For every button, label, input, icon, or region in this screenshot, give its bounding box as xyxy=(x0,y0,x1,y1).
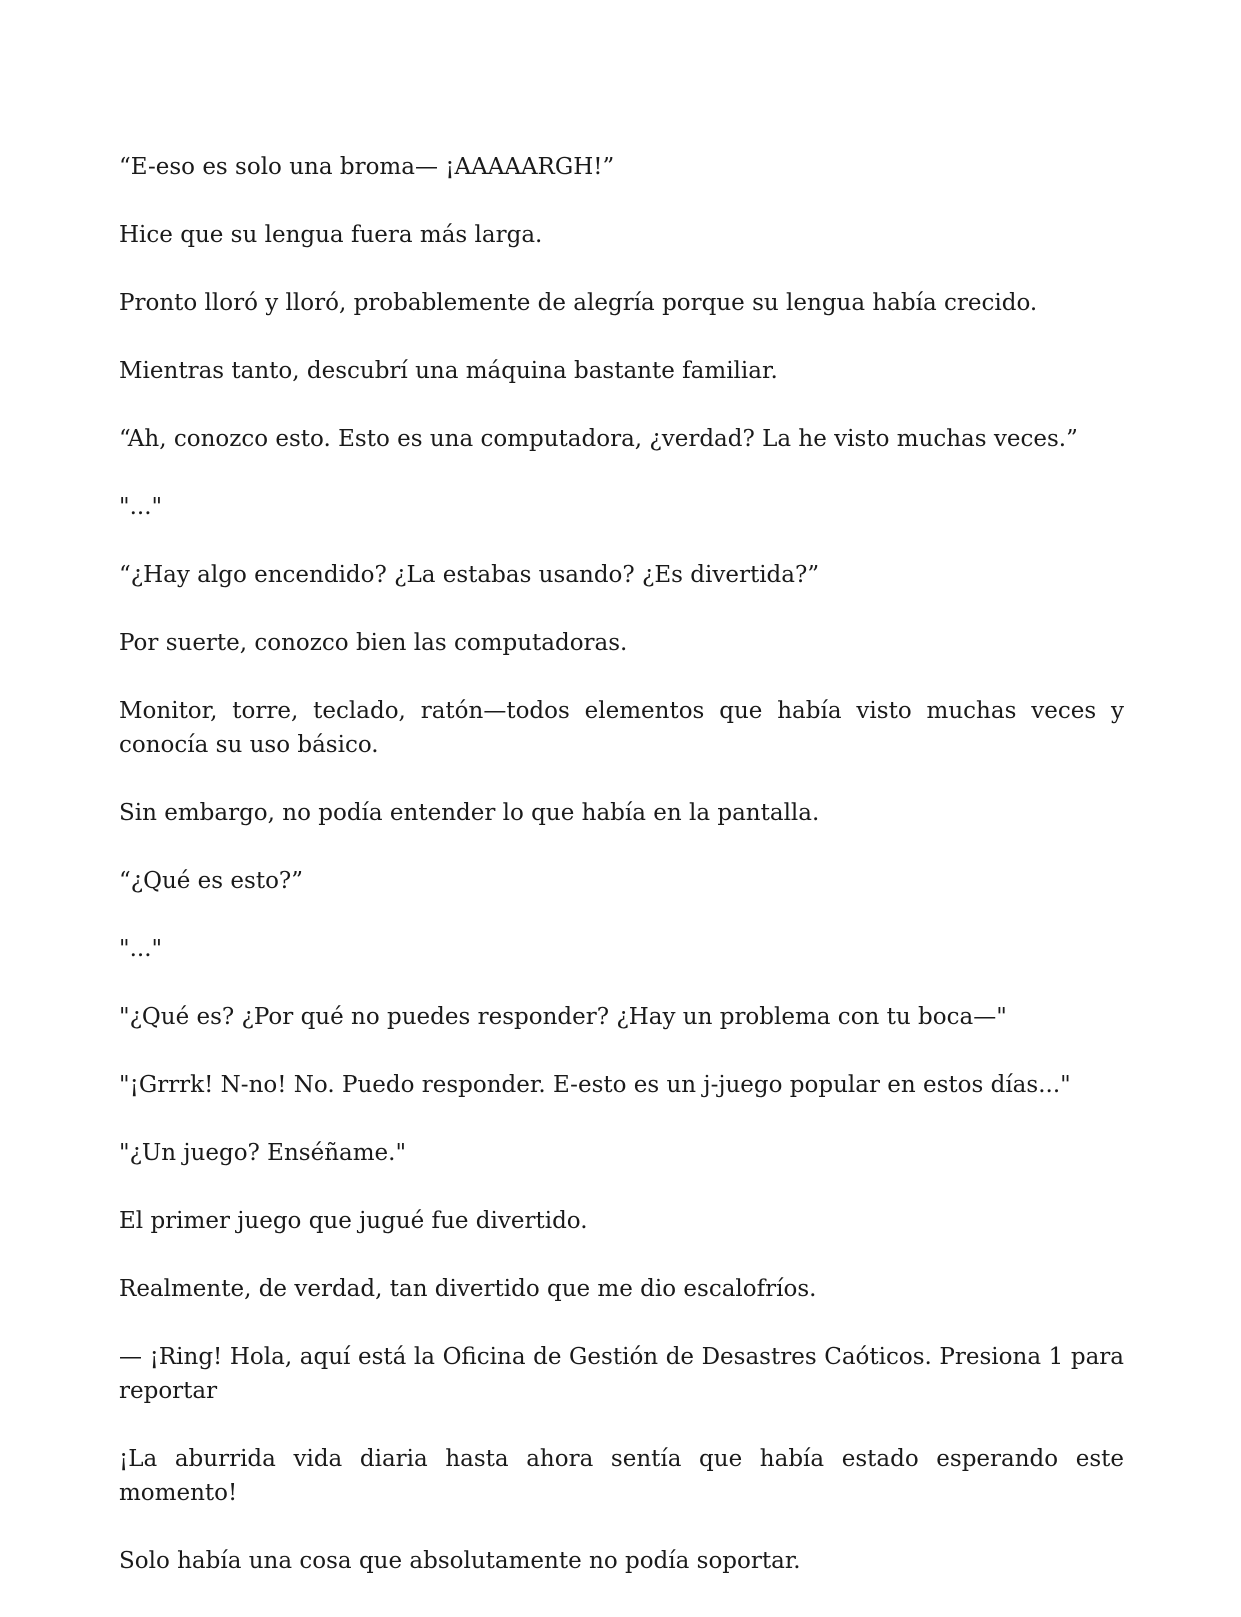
paragraph: Pronto lloró y lloró, probablemente de alegría porque su lengua había crecido. xyxy=(119,290,1038,316)
paragraph: El primer juego que jugué fue divertido. xyxy=(119,1208,588,1234)
document-page xyxy=(119,150,1124,1612)
paragraph: Hice que su lengua fuera más larga. xyxy=(119,222,543,248)
paragraph: Mientras tanto, descubrí una máquina bastante familiar. xyxy=(119,358,778,384)
paragraph: Solo había una cosa que absolutamente no podía soportar. xyxy=(119,1548,801,1574)
paragraph: "¿Un juego? Enséñame." xyxy=(119,1140,407,1166)
paragraph: “¿Hay algo encendido? ¿La estabas usando? ¿Es divertida?” xyxy=(119,562,820,588)
paragraph: Sin embargo, no podía entender lo que había en la pantalla. xyxy=(119,800,820,826)
paragraph: Realmente, de verdad, tan divertido que me dio escalofríos. xyxy=(119,1276,817,1302)
paragraph: Monitor, torre, teclado, ratón—todos elementos que había visto muchas veces y conocía su uso básico. xyxy=(119,698,1124,758)
paragraph: “¿Qué es esto?” xyxy=(119,868,303,894)
paragraph: "¿Qué es? ¿Por qué no puedes responder? ¿Hay un problema con tu boca—" xyxy=(119,1004,1007,1030)
paragraph: "..." xyxy=(119,936,163,962)
paragraph: "¡Grrrk! N-no! No. Puedo responder. E-esto es un j-juego popular en estos días..." xyxy=(119,1072,1071,1098)
paragraph: Por suerte, conozco bien las computadoras. xyxy=(119,630,628,656)
paragraph: — ¡Ring! Hola, aquí está la Oficina de Gestión de Desastres Caóticos. Presiona 1 para reportar xyxy=(119,1344,1124,1404)
paragraph: “E-eso es solo una broma— ¡AAAAARGH!” xyxy=(119,154,615,180)
paragraph: “Ah, conozco esto. Esto es una computadora, ¿verdad? La he visto muchas veces.” xyxy=(119,426,1078,452)
paragraph: "..." xyxy=(119,494,163,520)
paragraph: ¡La aburrida vida diaria hasta ahora sentía que había estado esperando este momento! xyxy=(119,1446,1124,1506)
